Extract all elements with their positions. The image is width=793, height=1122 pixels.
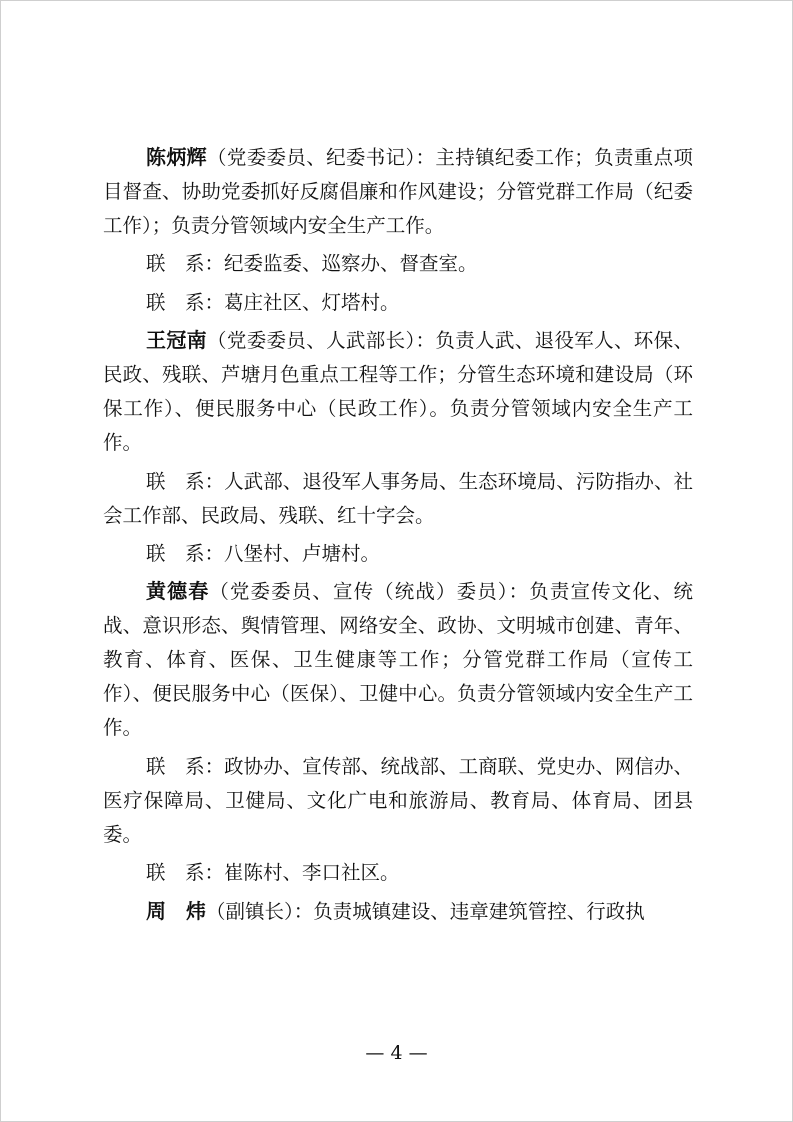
paragraph-contact — [103, 855, 693, 890]
paragraph-text: （党委委员、人武部长）：负责人武、退役军人、环保、民政、残联、芦塘月色重点工程等工作；分管生态环境和建设局（环保工作）、便民服务中心（民政工作）。负责分管领域内安全生产工作。 — [103, 329, 693, 455]
paragraph-contact — [103, 749, 693, 852]
paragraph-text: 联 系：葛庄社区、灯塔村。 — [146, 290, 400, 314]
person-name: 黄德春 — [146, 579, 210, 604]
paragraph-zhou-wei — [103, 894, 693, 929]
person-name: 陈炳辉 — [146, 145, 208, 169]
paragraph-contact — [103, 464, 693, 533]
paragraph-text: 联 系：政协办、宣传部、统战部、工商联、党史办、网信办、医疗保障局、卫健局、文化广电和旅游局、教育局、体育局、团县委。 — [103, 754, 693, 846]
paragraph-text: 联 系：崔陈村、李口社区。 — [146, 861, 400, 885]
paragraph-huang-dechun — [103, 574, 693, 745]
paragraph-text: （党委委员、宣传（统战）委员）：负责宣传文化、统战、意识形态、舆情管理、网络安全、政协、文明城市创建、青年、教育、体育、医保、卫生健康等工作；分管党群工作局（宣传工作）、便民服务中心（医保）、卫健中心。负责分管领域内安全生产工作。 — [103, 580, 693, 740]
document-body — [103, 140, 693, 932]
paragraph-text: （副镇长）：负责城镇建设、违章建筑管控、行政执 — [206, 899, 645, 923]
paragraph-chen-binghui — [103, 140, 693, 243]
page-number: — 4 — — [365, 1042, 428, 1064]
paragraph-text: 联 系：纪委监委、巡察办、督查室。 — [146, 252, 478, 276]
paragraph-text: 联 系：八堡村、卢塘村。 — [146, 541, 381, 565]
person-name: 王冠南 — [146, 328, 208, 353]
paragraph-text: 联 系：人武部、退役军人事务局、生态环境局、污防指办、社会工作部、民政局、残联、红十字会。 — [103, 469, 693, 527]
paragraph-text: （党委委员、纪委书记）：主持镇纪委工作；负责重点项目督查、协助党委抓好反腐倡廉和作风建设；分管党群工作局（纪委工作）；负责分管领域内安全生产工作。 — [103, 146, 693, 237]
paragraph-wang-guannan — [103, 323, 693, 460]
paragraph-contact — [103, 536, 693, 571]
paragraph-contact — [103, 246, 693, 281]
person-name: 周 炜 — [146, 898, 206, 923]
paragraph-contact — [103, 285, 693, 320]
